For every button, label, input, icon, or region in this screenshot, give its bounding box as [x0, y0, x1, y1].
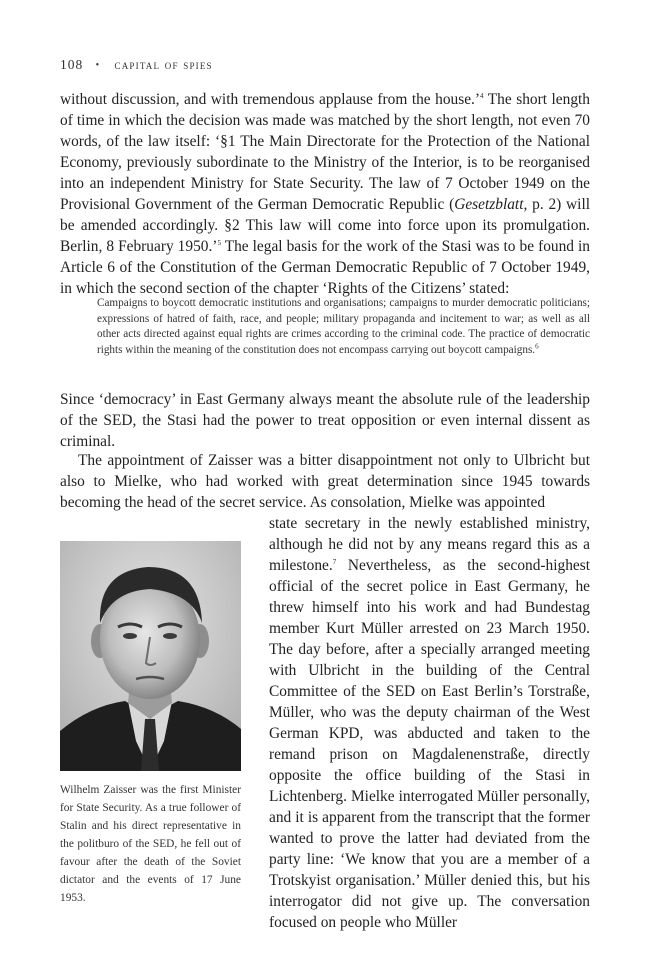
gesetzblatt-italic: Gesetzblatt [454, 196, 524, 213]
footnote-ref-5: 5 [217, 238, 221, 247]
paragraph-1-text-a: without discussion, and with tremendous applause from the house.’ [60, 91, 481, 108]
paragraph-3-lead-text: The appointment of Zaisser was a bitter disappointment not only to Ulbricht but also to Mielke, who had worked with great determination since 1945 towards becoming the head of the secret service. As consolation, Mielke was appointed [60, 452, 590, 511]
paragraph-1-text-d: The legal basis for the work of the Stasi was to be found in Article 6 of the Constitution of the German Democratic Republic of 7 October 1949, in which the second section of the chapter ‘Rights of the Citizens’ stated: [60, 238, 591, 297]
paragraph-2-text: Since ‘democracy’ in East Germany always meant the absolute rule of the leadership of the SED, the Stasi had the power to treat opposition or even internal dissent as criminal. [60, 391, 590, 450]
portrait-image [60, 541, 241, 771]
paragraph-2 [60, 389, 590, 452]
header-separator: • [95, 60, 101, 71]
footnote-ref-4: 4 [480, 91, 484, 100]
paragraph-1 [60, 89, 590, 299]
block-quote [97, 296, 590, 358]
paragraph-3-text-b: Nevertheless, as the second-highest official of the secret police in East Germany, he threw himself into his work and had Bundestag member Kurt Müller arrested on 23 March 1950. The day before, after a specially arranged meeting with Ulbricht in the building of the Central Committee of the SED on East Berlin’s Torstraße, Müller, who was the deputy chairman of the West German KPD, was abducted and taken to the remand prison on Magdalenenstraße, directly opposite the office building of the Stasi in Lichtenberg. Mielke interrogated Müller personally, and it is apparent from the transcript that the former wanted to prove the latter had deviated from the party line: ‘We know that you are a member of a Trotskyist organisation.’ Müller denied this, but his interrogator did not give up. The conversation focused on people who Müller [269, 557, 590, 931]
footnote-ref-6: 6 [535, 342, 539, 351]
paragraph-3-text-a: state secretary in the newly established ministry, although he did not by any means regard this as a milestone. [269, 515, 590, 574]
paragraph-1-text-c: , p. 2) will be amended accordingly. §2 This law will come into force upon its promulgation. Berlin, 8 February 1950.’ [60, 196, 590, 255]
running-title: capital of spies [114, 57, 213, 72]
running-header [60, 57, 213, 73]
paragraph-1-text-b: The short length of time in which the decision was made was matched by the short length, not even 70 words, of the law itself: ‘§1 The Main Directorate for the Protection of the National Economy, previously subordinate to the Ministry of the Interior, is to be reorganised into an independent Ministry for State Security. The law of 7 October 1949 on the Provisional Government of the German Democratic Republic ( [60, 91, 590, 213]
photo-caption-text: Wilhelm Zaisser was the first Minister for State Security. As a true follower of Stalin and his direct representative in the politburo of the SED, he fell out of favour after the death of the Soviet dictator and the events of 17 June 1953. [60, 784, 241, 904]
photo-caption [60, 781, 241, 907]
book-page [60, 0, 590, 980]
block-quote-text: Campaigns to boycott democratic institutions and organisations; campaigns to murder democratic politicians; expressions of hatred of faith, race, and people; military propaganda and incitement to war; as well as all other acts directed against equal rights are crimes according to the criminal code. The practice of democratic rights within the meaning of the constitution does not encompass carrying out boycott campaigns. [97, 297, 590, 356]
paragraph-3-column [269, 513, 590, 933]
page-number: 108 [60, 57, 84, 72]
zaisser-portrait-photo [60, 541, 241, 771]
footnote-ref-7: 7 [332, 557, 337, 566]
paragraph-3-lead [60, 450, 590, 513]
